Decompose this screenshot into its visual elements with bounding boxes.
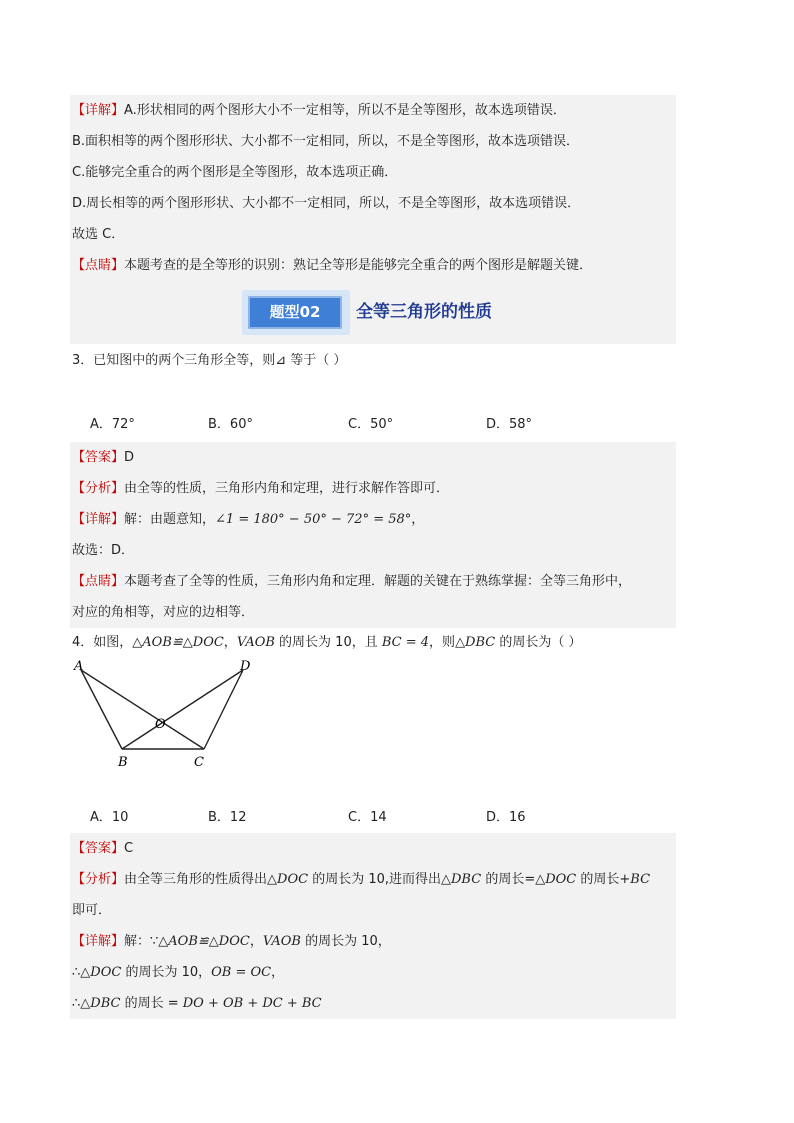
q3-remark-line-2 xyxy=(70,597,676,628)
remark-line xyxy=(70,250,676,281)
q3-stem-text: 3．已知图中的两个三角形全等，则⊿ 等于（ ） xyxy=(72,353,347,368)
q4-analysis-part-b: △DOC xyxy=(267,872,309,887)
q3-detail-line xyxy=(70,504,676,535)
q4-detail-3d: DO + OB + DC + BC xyxy=(182,996,322,1011)
q3-choice-b[interactable]: B．60° xyxy=(208,417,253,432)
q3-choice-c[interactable]: C．50° xyxy=(348,417,394,432)
q4-stem-then: ，则 xyxy=(429,635,456,650)
detail-text-d: D.周长相等的两个图形形状、大小都不一定相同，所以，不是全等图形，故本选项错误． xyxy=(72,196,581,211)
q4-detail-line-2 xyxy=(70,957,676,988)
q4-analysis-part-g: 的周长+ xyxy=(576,872,631,887)
q3-analysis-line xyxy=(70,473,676,504)
q4-choice-c[interactable]: C．14 xyxy=(348,810,387,825)
detail-text-b: B.面积相等的两个图形形状、大小都不一定相同，所以，不是全等图形，故本选项错误． xyxy=(72,134,580,149)
q4-choice-d[interactable]: D．16 xyxy=(486,810,526,825)
label-d: D xyxy=(240,659,251,674)
q4-analysis-tag: 【分析】 xyxy=(72,872,125,887)
q4-analysis-part-d: △DBC xyxy=(441,872,482,887)
q4-figure xyxy=(70,658,676,803)
q3-remark-tag: 【点睛】 xyxy=(72,574,125,589)
q4-detail-2c: 的周长为 10， xyxy=(121,965,212,980)
q3-detail-prefix: 解：由题意知， xyxy=(124,512,216,527)
q3-choice-a[interactable]: A．72° xyxy=(90,417,135,432)
q4-detail-2b: △DOC xyxy=(80,965,122,980)
q4-detail-1a: 解：∵ xyxy=(124,934,159,949)
segment-ab xyxy=(81,670,122,749)
q4-stem-bc: BC = 4 xyxy=(381,635,430,650)
q3-remark-1: 本题考查了全等的性质，三角形内角和定理．解题的关键在于熟练掌握：全等三角形中， xyxy=(124,574,632,589)
segment-dc xyxy=(204,670,243,749)
detail-text-a: A.形状相同的两个图形大小不一定相等，所以不是全等图形，故本选项错误． xyxy=(124,103,566,118)
q3-choices xyxy=(70,408,676,442)
q3-remark-line-1 xyxy=(70,566,676,597)
q3-choice-d[interactable]: D．58° xyxy=(486,417,533,432)
label-c: C xyxy=(194,755,204,770)
q4-analysis-end: 即可． xyxy=(72,903,112,918)
label-b: B xyxy=(118,755,128,770)
q4-detail-3b: △DBC xyxy=(80,996,121,1011)
q4-analysis-part-h: BC xyxy=(630,872,651,887)
q3-detail-tag: 【详解】 xyxy=(72,512,125,527)
q3-answer-tag: 【答案】 xyxy=(72,450,125,465)
detail-line-b xyxy=(70,126,676,157)
q4-answer-line xyxy=(70,833,676,864)
section-badge: 题型02 xyxy=(248,296,342,329)
q4-analysis-part-f: △DOC xyxy=(535,872,577,887)
q4-detail-2a: ∴ xyxy=(72,965,81,980)
q4-answer-tag: 【答案】 xyxy=(72,841,125,856)
label-a: A xyxy=(74,659,84,674)
remark-tag: 【点睛】 xyxy=(72,258,125,273)
q4-stem xyxy=(70,628,676,658)
q4-stem-triangle: VAOB xyxy=(236,635,275,650)
remark-text: 本题考查的是全等形的识别：熟记全等形是能够完全重合的两个图形是解题关键． xyxy=(124,258,593,273)
q3-detail-equation: ∠1 = 180° − 50° − 72° = 58° xyxy=(215,512,412,527)
segment-ac xyxy=(81,670,204,749)
q3-answer-line xyxy=(70,442,676,473)
q4-stem-dbc: △DBC xyxy=(455,635,496,650)
q4-detail-3c: 的周长 = xyxy=(120,996,183,1011)
section-heading xyxy=(70,281,676,344)
conclusion-text: 故选 C． xyxy=(72,227,125,242)
q4-detail-line-3 xyxy=(70,988,676,1019)
detail-line-a xyxy=(70,95,676,126)
q4-detail-1e: 的周长为 10， xyxy=(300,934,391,949)
q4-analysis-line-2 xyxy=(70,895,676,926)
q3-stem xyxy=(70,344,676,378)
q4-stem-mid: 的周长为 10，且 xyxy=(274,635,382,650)
q4-stem-end: 的周长为（ ） xyxy=(495,635,582,650)
q3-conclusion-line xyxy=(70,535,676,566)
triangle-figure xyxy=(70,658,270,803)
q3-analysis-tag: 【分析】 xyxy=(72,481,125,496)
q3-spacer xyxy=(70,378,676,408)
q3-conclusion: 故选：D． xyxy=(72,543,135,558)
q4-detail-line-1 xyxy=(70,926,676,957)
q4-analysis-part-c: 的周长为 10,进而得出 xyxy=(308,872,442,887)
q4-choice-b[interactable]: B．12 xyxy=(208,810,247,825)
q3-analysis: 由全等的性质，三角形内角和定理，进行求解作答即可． xyxy=(124,481,450,496)
detail-text-c: C.能够完全重合的两个图形是全等图形，故本选项正确． xyxy=(72,165,398,180)
q4-detail-1d: VAOB xyxy=(262,934,301,949)
q4-stem-congruence: △AOB≌△DOC xyxy=(132,635,224,650)
q4-answer: C xyxy=(124,841,134,856)
q4-detail-2d: OB = OC xyxy=(211,965,272,980)
q4-analysis-part-a: 由全等三角形的性质得出 xyxy=(124,872,268,887)
conclusion-line xyxy=(70,219,676,250)
q4-detail-tag: 【详解】 xyxy=(72,934,125,949)
segment-db xyxy=(122,670,243,749)
q3-remark-2: 对应的角相等，对应的边相等． xyxy=(72,605,255,620)
q4-stem-comma: ， xyxy=(223,635,237,650)
q4-stem-prefix: 4．如图， xyxy=(72,635,133,650)
document-page xyxy=(70,95,676,1019)
q4-choices xyxy=(70,803,676,833)
detail-line-d xyxy=(70,188,676,219)
detail-tag: 【详解】 xyxy=(72,103,125,118)
q4-detail-2e: ， xyxy=(271,965,285,980)
detail-line-c xyxy=(70,157,676,188)
q4-analysis-part-e: 的周长= xyxy=(481,872,536,887)
label-o: O xyxy=(155,717,166,732)
q3-detail-suffix: ， xyxy=(411,512,425,527)
q3-answer: D xyxy=(124,450,135,465)
section-title: 全等三角形的性质 xyxy=(356,302,492,322)
q4-detail-1c: ， xyxy=(249,934,263,949)
q4-detail-1b: △AOB≌△DOC xyxy=(158,934,250,949)
q4-analysis-line-1 xyxy=(70,864,676,895)
q4-detail-3a: ∴ xyxy=(72,996,81,1011)
q4-choice-a[interactable]: A．10 xyxy=(90,810,129,825)
